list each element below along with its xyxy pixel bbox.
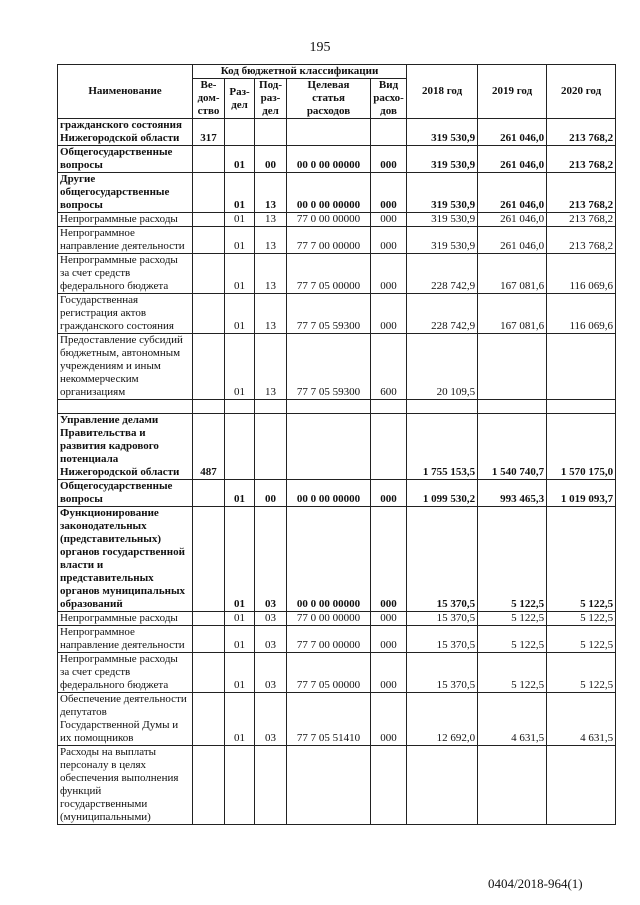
cell-2020 [547, 334, 616, 400]
cell-department: 317 [193, 119, 225, 146]
cell-2020: 1 019 093,7 [547, 480, 616, 507]
cell-target-item: 77 0 00 00000 [287, 612, 371, 626]
cell-target-item: 00 0 00 00000 [287, 480, 371, 507]
spacer-cell [407, 400, 478, 414]
cell-target-item: 77 7 05 51410 [287, 693, 371, 746]
cell-target-item: 77 7 05 59300 [287, 334, 371, 400]
cell-target-item [287, 746, 371, 825]
spacer-cell [371, 400, 407, 414]
cell-target-item [287, 119, 371, 146]
cell-name: Другие общегосударственные вопросы [58, 173, 193, 213]
cell-department [193, 173, 225, 213]
cell-subsection: 13 [255, 254, 287, 294]
cell-2018: 12 692,0 [407, 693, 478, 746]
cell-name: Расходы на выплаты персоналу в целях обеспечения выполнения функций государственными (муниципальными) [58, 746, 193, 825]
cell-2020: 5 122,5 [547, 612, 616, 626]
cell-section [225, 414, 255, 480]
cell-2019: 5 122,5 [478, 653, 547, 693]
cell-expense-type: 000 [371, 146, 407, 173]
header-2020: 2020 год [547, 65, 616, 119]
cell-section: 01 [225, 480, 255, 507]
cell-expense-type: 000 [371, 254, 407, 294]
spacer-cell [478, 400, 547, 414]
header-subsection: Под- раз- дел [255, 79, 287, 119]
cell-2020: 4 631,5 [547, 693, 616, 746]
cell-target-item: 77 7 00 00000 [287, 626, 371, 653]
header-name: Наименование [58, 65, 193, 119]
cell-subsection: 03 [255, 653, 287, 693]
cell-expense-type: 000 [371, 653, 407, 693]
cell-expense-type [371, 414, 407, 480]
table-row [58, 612, 616, 626]
cell-2019: 5 122,5 [478, 612, 547, 626]
cell-expense-type: 000 [371, 294, 407, 334]
cell-section: 01 [225, 626, 255, 653]
cell-2019: 167 081,6 [478, 294, 547, 334]
cell-2019: 1 540 740,7 [478, 414, 547, 480]
cell-section [225, 119, 255, 146]
header-classification-group: Код бюджетной классификации [193, 65, 407, 79]
cell-department [193, 146, 225, 173]
cell-2020: 1 570 175,0 [547, 414, 616, 480]
cell-subsection [255, 414, 287, 480]
table-row [58, 693, 616, 746]
cell-2018: 228 742,9 [407, 254, 478, 294]
table-header [58, 65, 616, 119]
cell-subsection: 13 [255, 227, 287, 254]
budget-table [57, 64, 616, 825]
cell-2019: 167 081,6 [478, 254, 547, 294]
table-row [58, 480, 616, 507]
cell-2018: 1 099 530,2 [407, 480, 478, 507]
cell-name: Общегосударственные вопросы [58, 146, 193, 173]
cell-2019: 261 046,0 [478, 173, 547, 213]
cell-2020: 213 768,2 [547, 227, 616, 254]
table-row [58, 227, 616, 254]
cell-target-item: 77 7 05 59300 [287, 294, 371, 334]
cell-subsection: 13 [255, 173, 287, 213]
cell-section: 01 [225, 294, 255, 334]
cell-subsection: 00 [255, 480, 287, 507]
cell-section: 01 [225, 612, 255, 626]
spacer-row [58, 400, 616, 414]
cell-target-item: 00 0 00 00000 [287, 146, 371, 173]
table-row [58, 254, 616, 294]
cell-subsection [255, 746, 287, 825]
cell-2020: 5 122,5 [547, 626, 616, 653]
page-number: 195 [309, 40, 331, 55]
cell-2018: 15 370,5 [407, 612, 478, 626]
spacer-cell [193, 400, 225, 414]
cell-2018: 319 530,9 [407, 227, 478, 254]
cell-2018: 15 370,5 [407, 626, 478, 653]
cell-name: Непрограммные расходы [58, 213, 193, 227]
cell-section: 01 [225, 146, 255, 173]
cell-2019: 261 046,0 [478, 146, 547, 173]
header-department: Ве- дом- ство [193, 79, 225, 119]
cell-2018: 319 530,9 [407, 146, 478, 173]
cell-2020: 116 069,6 [547, 254, 616, 294]
cell-2020: 213 768,2 [547, 146, 616, 173]
cell-subsection: 13 [255, 294, 287, 334]
cell-2018: 319 530,9 [407, 119, 478, 146]
table-body [58, 119, 616, 825]
cell-target-item: 77 7 05 00000 [287, 254, 371, 294]
cell-department [193, 507, 225, 612]
cell-name: Государственная регистрация актов гражданского состояния [58, 294, 193, 334]
cell-subsection: 03 [255, 612, 287, 626]
cell-department [193, 612, 225, 626]
table-row [58, 414, 616, 480]
cell-expense-type: 000 [371, 227, 407, 254]
cell-2020: 213 768,2 [547, 119, 616, 146]
cell-expense-type: 000 [371, 480, 407, 507]
cell-2019: 261 046,0 [478, 227, 547, 254]
cell-section: 01 [225, 507, 255, 612]
cell-2018: 20 109,5 [407, 334, 478, 400]
cell-name: гражданского состояния Нижегородской области [58, 119, 193, 146]
cell-section: 01 [225, 213, 255, 227]
cell-department [193, 746, 225, 825]
header-2019: 2019 год [478, 65, 547, 119]
cell-department [193, 480, 225, 507]
spacer-cell [547, 400, 616, 414]
cell-section: 01 [225, 173, 255, 213]
table-row [58, 294, 616, 334]
cell-target-item [287, 414, 371, 480]
table-row [58, 626, 616, 653]
cell-name: Непрограммное направление деятельности [58, 227, 193, 254]
cell-section [225, 746, 255, 825]
cell-target-item: 00 0 00 00000 [287, 507, 371, 612]
cell-subsection [255, 119, 287, 146]
table-row [58, 507, 616, 612]
cell-2018: 15 370,5 [407, 653, 478, 693]
spacer-cell [225, 400, 255, 414]
cell-2019: 5 122,5 [478, 507, 547, 612]
cell-2020: 213 768,2 [547, 213, 616, 227]
table-row [58, 119, 616, 146]
cell-expense-type: 000 [371, 693, 407, 746]
cell-name: Общегосударственные вопросы [58, 480, 193, 507]
cell-2018: 319 530,9 [407, 173, 478, 213]
cell-2020: 116 069,6 [547, 294, 616, 334]
header-expense-type: Вид расхо- дов [371, 79, 407, 119]
cell-subsection: 03 [255, 693, 287, 746]
cell-department [193, 213, 225, 227]
table-row [58, 146, 616, 173]
cell-department [193, 254, 225, 294]
cell-section: 01 [225, 693, 255, 746]
cell-2018: 319 530,9 [407, 213, 478, 227]
cell-name: Управление делами Правительства и развития кадрового потенциала Нижегородской области [58, 414, 193, 480]
cell-2020: 5 122,5 [547, 507, 616, 612]
cell-name: Непрограммное направление деятельности [58, 626, 193, 653]
cell-name: Предоставление субсидий бюджетным, автономным учреждениям и иным некоммерческим организациям [58, 334, 193, 400]
table-row [58, 173, 616, 213]
cell-department: 487 [193, 414, 225, 480]
cell-subsection: 00 [255, 146, 287, 173]
cell-subsection: 03 [255, 507, 287, 612]
cell-section: 01 [225, 334, 255, 400]
cell-expense-type: 000 [371, 173, 407, 213]
cell-section: 01 [225, 227, 255, 254]
cell-2019: 261 046,0 [478, 213, 547, 227]
cell-2020: 5 122,5 [547, 653, 616, 693]
cell-2020 [547, 746, 616, 825]
cell-expense-type: 600 [371, 334, 407, 400]
cell-target-item: 77 0 00 00000 [287, 213, 371, 227]
cell-2019 [478, 334, 547, 400]
cell-department [193, 626, 225, 653]
cell-2018: 15 370,5 [407, 507, 478, 612]
cell-department [193, 334, 225, 400]
cell-2020: 213 768,2 [547, 173, 616, 213]
cell-2019 [478, 746, 547, 825]
cell-department [193, 294, 225, 334]
cell-2018: 228 742,9 [407, 294, 478, 334]
cell-expense-type [371, 119, 407, 146]
header-target-item: Целевая статья расходов [287, 79, 371, 119]
cell-target-item: 00 0 00 00000 [287, 173, 371, 213]
table-row [58, 213, 616, 227]
cell-department [193, 653, 225, 693]
cell-department [193, 693, 225, 746]
header-2018: 2018 год [407, 65, 478, 119]
spacer-cell [58, 400, 193, 414]
cell-expense-type [371, 746, 407, 825]
cell-name: Непрограммные расходы [58, 612, 193, 626]
cell-department [193, 227, 225, 254]
cell-2018 [407, 746, 478, 825]
cell-name: Непрограммные расходы за счет средств федерального бюджета [58, 254, 193, 294]
cell-target-item: 77 7 00 00000 [287, 227, 371, 254]
cell-2018: 1 755 153,5 [407, 414, 478, 480]
cell-name: Непрограммные расходы за счет средств федерального бюджета [58, 653, 193, 693]
table-row [58, 653, 616, 693]
cell-section: 01 [225, 653, 255, 693]
cell-expense-type: 000 [371, 612, 407, 626]
cell-target-item: 77 7 05 00000 [287, 653, 371, 693]
document-code: 0404/2018-964(1) [488, 876, 583, 891]
cell-name: Обеспечение деятельности депутатов Государственной Думы и их помощников [58, 693, 193, 746]
cell-2019: 5 122,5 [478, 626, 547, 653]
table-row [58, 746, 616, 825]
cell-expense-type: 000 [371, 213, 407, 227]
cell-expense-type: 000 [371, 507, 407, 612]
spacer-cell [287, 400, 371, 414]
cell-expense-type: 000 [371, 626, 407, 653]
cell-2019: 4 631,5 [478, 693, 547, 746]
header-section: Раз- дел [225, 79, 255, 119]
spacer-cell [255, 400, 287, 414]
cell-2019: 993 465,3 [478, 480, 547, 507]
table-row [58, 334, 616, 400]
cell-subsection: 13 [255, 334, 287, 400]
cell-section: 01 [225, 254, 255, 294]
cell-subsection: 13 [255, 213, 287, 227]
cell-subsection: 03 [255, 626, 287, 653]
cell-2019: 261 046,0 [478, 119, 547, 146]
cell-name: Функционирование законодательных (представительных) органов государственной власти и представительных органов муниципальных образований [58, 507, 193, 612]
